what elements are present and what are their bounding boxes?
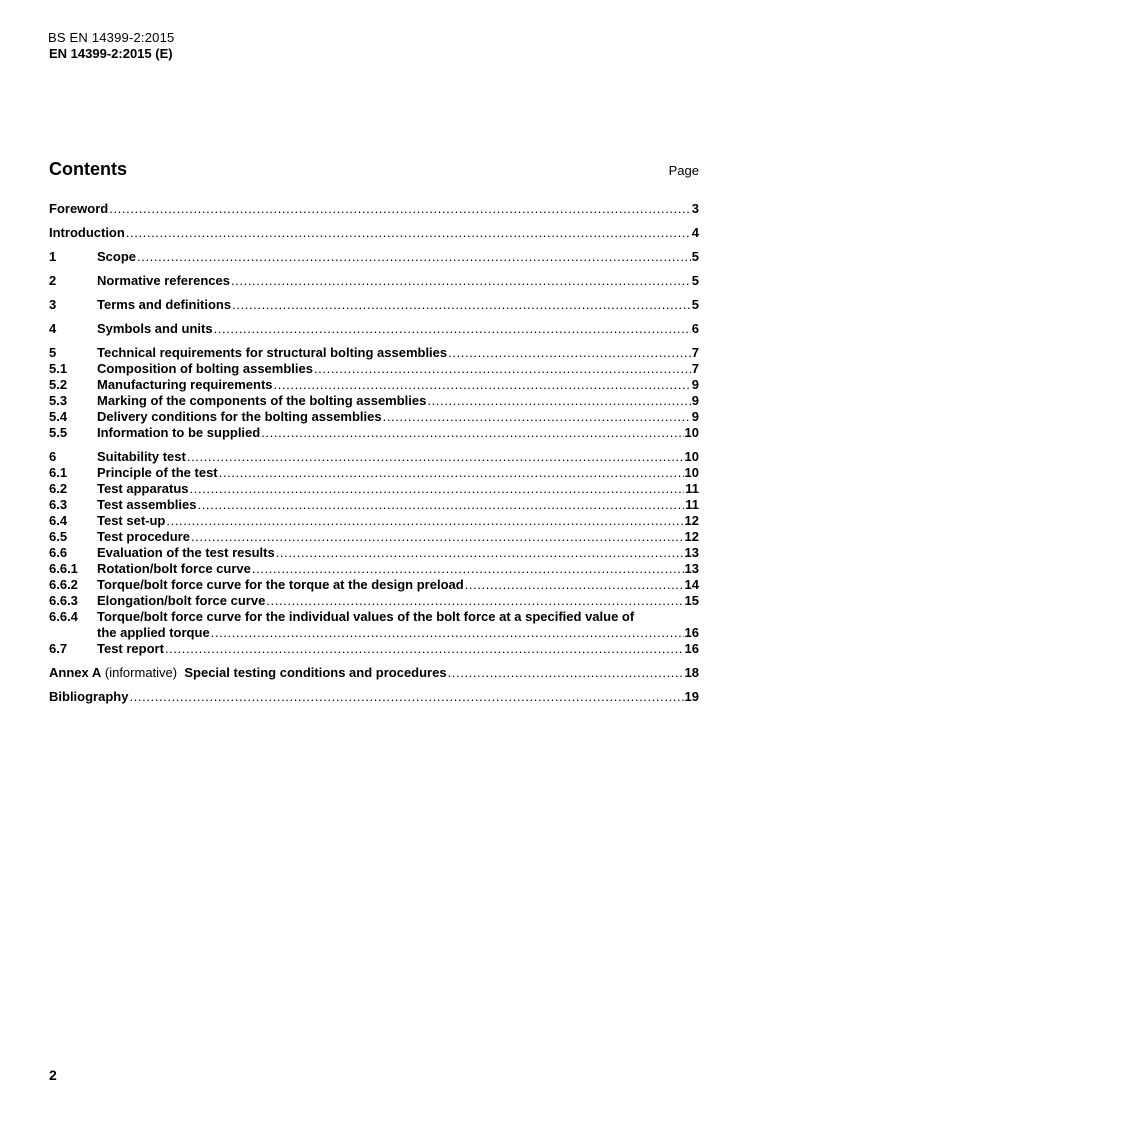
toc-entry-page: 10 bbox=[684, 425, 699, 440]
contents-title: Contents bbox=[49, 159, 127, 179]
toc-entry-number: 5.1 bbox=[49, 361, 68, 376]
toc-entry-page: 5 bbox=[691, 273, 699, 288]
toc-entry-title: Marking of the components of the bolting assemblies bbox=[97, 393, 427, 408]
toc-entry-number: 5.4 bbox=[49, 409, 68, 424]
standard-designation: BS EN 14399-2:2015 bbox=[48, 30, 175, 45]
annex-title: Special testing conditions and procedures bbox=[184, 665, 447, 680]
toc-leader-dots bbox=[211, 625, 684, 641]
toc-leader-dots bbox=[448, 665, 684, 681]
annex-label: Annex A bbox=[49, 665, 102, 680]
toc-entry-number: 6.1 bbox=[49, 465, 68, 480]
toc-leader-dots bbox=[187, 449, 684, 465]
toc-entry-title: Delivery conditions for the bolting assemblies bbox=[97, 409, 382, 424]
toc-entry-title: Principle of the test bbox=[97, 465, 218, 480]
toc-entry-number: 6.6.4 bbox=[49, 609, 78, 624]
toc-entry-title: Rotation/bolt force curve bbox=[97, 561, 251, 576]
toc-entry-title: Test set-up bbox=[97, 513, 166, 528]
toc-entry-page: 15 bbox=[684, 593, 699, 608]
toc-entry-title: Normative references bbox=[97, 273, 230, 288]
toc-entry-page: 10 bbox=[684, 465, 699, 480]
toc-entry-number: 6.3 bbox=[49, 497, 68, 512]
toc-leader-dots bbox=[165, 641, 684, 657]
toc-leader-dots bbox=[276, 545, 684, 561]
page-number: 2 bbox=[49, 1067, 57, 1083]
toc-entry-page: 10 bbox=[684, 449, 699, 464]
toc-entry-number: 5.5 bbox=[49, 425, 68, 440]
toc-leader-dots bbox=[219, 465, 684, 481]
toc-entry-6-6-4[interactable] bbox=[49, 609, 699, 641]
toc-entry-page: 5 bbox=[691, 249, 699, 264]
toc-leader-dots bbox=[448, 345, 691, 361]
toc-leader-dots bbox=[197, 497, 684, 513]
toc-entry-page: 5 bbox=[691, 297, 699, 312]
toc-entry-page: 11 bbox=[685, 497, 699, 512]
toc-entry-page: 12 bbox=[684, 513, 699, 528]
toc-leader-dots bbox=[383, 409, 691, 425]
toc-entry-number: 6 bbox=[49, 449, 57, 464]
toc-entry-title: Information to be supplied bbox=[97, 425, 261, 440]
toc-leader-dots bbox=[314, 361, 691, 377]
toc-entry-title: Technical requirements for structural bolting assemblies bbox=[97, 345, 448, 360]
toc-leader-dots bbox=[129, 689, 683, 705]
toc-entry-page: 16 bbox=[684, 625, 699, 640]
toc-leader-dots bbox=[231, 273, 691, 289]
toc-entry-number: 6.7 bbox=[49, 641, 68, 656]
toc-leader-dots bbox=[191, 529, 684, 545]
table-of-contents bbox=[49, 0, 699, 1122]
toc-entry-page: 11 bbox=[685, 481, 699, 496]
toc-leader-dots bbox=[166, 513, 683, 529]
edition-designation: EN 14399-2:2015 (E) bbox=[49, 46, 173, 61]
toc-entry-number: 5.2 bbox=[49, 377, 68, 392]
toc-entry-title: Scope bbox=[97, 249, 137, 264]
toc-entry-title: Evaluation of the test results bbox=[97, 545, 275, 560]
toc-entry-page: 9 bbox=[691, 377, 699, 392]
toc-entry-title: Terms and definitions bbox=[97, 297, 232, 312]
toc-entry-title: Torque/bolt force curve for the torque at the design preload bbox=[97, 577, 464, 592]
toc-entry-title: Composition of bolting assemblies bbox=[97, 361, 313, 376]
toc-entry-number: 5 bbox=[49, 345, 57, 360]
toc-entry-title: Manufacturing requirements bbox=[97, 377, 273, 392]
toc-entry-number: 6.6.3 bbox=[49, 593, 78, 608]
toc-entry-title: Symbols and units bbox=[97, 321, 213, 336]
toc-leader-dots bbox=[266, 593, 683, 609]
toc-leader-dots bbox=[214, 321, 691, 337]
toc-entry-number: 6.6.2 bbox=[49, 577, 78, 592]
toc-entry-page: 4 bbox=[691, 225, 699, 240]
toc-entry-number: 6.4 bbox=[49, 513, 68, 528]
toc-entry-number: 3 bbox=[49, 297, 57, 312]
toc-entry-title: Test report bbox=[97, 641, 164, 656]
toc-entry-number: 6.6.1 bbox=[49, 561, 78, 576]
toc-entry-page: 13 bbox=[684, 545, 699, 560]
toc-entry-page: 12 bbox=[684, 529, 699, 544]
toc-leader-dots bbox=[137, 249, 691, 265]
toc-entry-title: Bibliography bbox=[49, 689, 129, 704]
toc-entry-title: Suitability test bbox=[97, 449, 186, 464]
toc-entry-title bbox=[49, 665, 447, 681]
toc-entry-title: Test procedure bbox=[97, 529, 190, 544]
toc-entry-page: 3 bbox=[691, 201, 699, 216]
toc-entry-title: Elongation/bolt force curve bbox=[97, 593, 266, 608]
toc-entry-number: 2 bbox=[49, 273, 57, 288]
toc-leader-dots bbox=[465, 577, 684, 593]
toc-entry-title: Test assemblies bbox=[97, 497, 197, 512]
toc-entry-page: 16 bbox=[684, 641, 699, 656]
toc-entry-page: 7 bbox=[691, 361, 699, 376]
toc-entry-page: 14 bbox=[684, 577, 699, 592]
toc-leader-dots bbox=[427, 393, 690, 409]
annex-note: (informative) bbox=[104, 665, 178, 680]
toc-entry-number: 1 bbox=[49, 249, 57, 264]
toc-leader-dots bbox=[190, 481, 685, 497]
toc-entry-number: 6.6 bbox=[49, 545, 68, 560]
toc-entry-page: 7 bbox=[691, 345, 699, 360]
toc-entry-page: 9 bbox=[691, 393, 699, 408]
toc-entry-title-continued: the applied torque bbox=[97, 625, 210, 640]
toc-entry-number: 6.5 bbox=[49, 529, 68, 544]
toc-entry-number: 6.2 bbox=[49, 481, 68, 496]
toc-entry-page: 18 bbox=[684, 665, 699, 680]
toc-entry-title: Test apparatus bbox=[97, 481, 189, 496]
toc-leader-dots bbox=[261, 425, 683, 441]
toc-entry-number: 5.3 bbox=[49, 393, 68, 408]
toc-leader-dots bbox=[274, 377, 691, 393]
toc-leader-dots bbox=[109, 201, 691, 217]
toc-entry-page: 9 bbox=[691, 409, 699, 424]
toc-entry-page: 13 bbox=[684, 561, 699, 576]
toc-entry-number: 4 bbox=[49, 321, 57, 336]
toc-entry-title: Foreword bbox=[49, 201, 109, 216]
page-column-heading: Page bbox=[668, 163, 699, 178]
toc-entry-page: 19 bbox=[684, 689, 699, 704]
toc-leader-dots bbox=[232, 297, 691, 313]
toc-leader-dots bbox=[252, 561, 684, 577]
toc-entry-title: Torque/bolt force curve for the individual values of the bolt force at a specified value of bbox=[97, 609, 635, 624]
toc-leader-dots bbox=[126, 225, 691, 241]
toc-entry-page: 6 bbox=[691, 321, 699, 336]
toc-entry-title: Introduction bbox=[49, 225, 125, 240]
